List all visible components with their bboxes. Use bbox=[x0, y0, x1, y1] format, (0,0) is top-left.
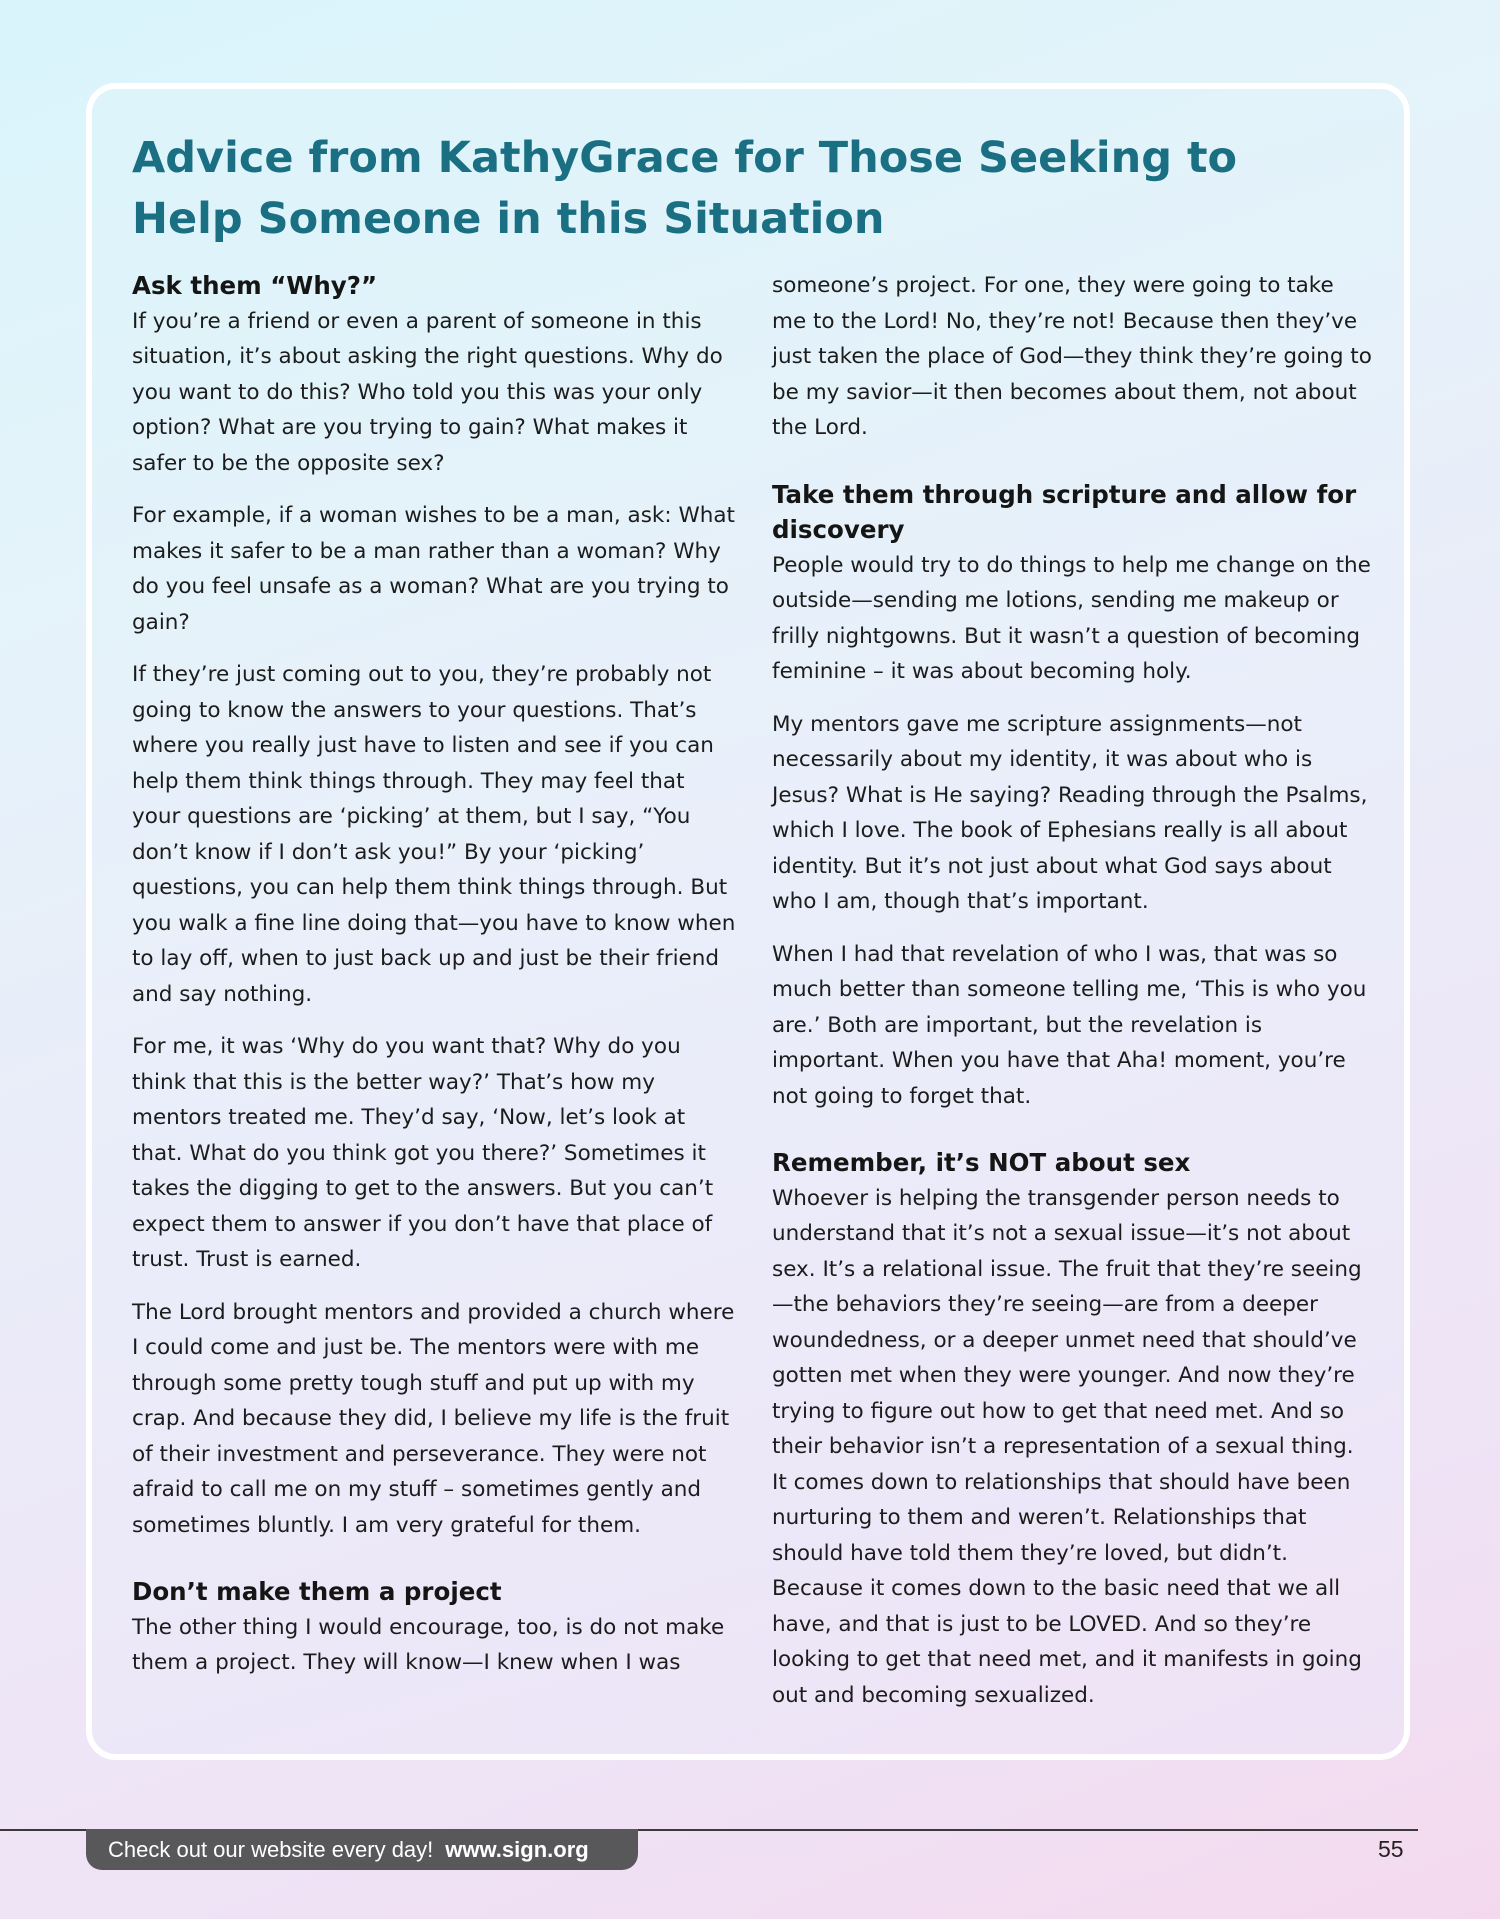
article-title: Advice from KathyGrace for Those Seeking to Help Someone in this Situation bbox=[132, 133, 1238, 244]
paragraph: someone’s project. For one, they were going to take me to the Lord! No, they’re not! Because then they’ve just taken the place of God—they think they’re going to be my savior—it then becomes about them, not about the Lord. bbox=[772, 273, 1372, 440]
section-heading: Ask them “Why?” bbox=[132, 271, 378, 300]
footer-tagline: Check out our website every day! bbox=[108, 1837, 434, 1862]
footer-banner bbox=[86, 1829, 638, 1870]
paragraph: For me, it was ‘Why do you want that? Why do you think that this is the better way?’ That’s how my mentors treated me. They’d say, ‘Now, let’s look at that. What do you think got you there?’ Sometimes it takes the digging to get to the answers. But you can’t expect them to answer if you don’t have that place of trust. Trust is earned. bbox=[132, 1034, 714, 1272]
paragraph: The Lord brought mentors and provided a church where I could come and just be. The mentors were with me through some pretty tough stuff and put up with my crap. And because they did, I believe my life is the fruit of their investment and perseverance. They were not afraid to call me on my stuff – sometimes gently and sometimes bluntly. I am very grateful for them. bbox=[132, 1299, 735, 1538]
section-not-a-project bbox=[132, 1574, 736, 1681]
section-ask-why bbox=[132, 268, 736, 1543]
section-heading: Remember, it’s NOT about sex bbox=[772, 1148, 1191, 1177]
section-not-about-sex bbox=[772, 1145, 1372, 1713]
paragraph: People would try to do things to help me change on the outside—sending me lotions, sending me makeup or frilly nightgowns. But it wasn’t a question of becoming feminine – it was about becoming holy. bbox=[772, 552, 1371, 684]
section-heading: Take them through scripture and allow for discovery bbox=[772, 479, 1357, 544]
paragraph: Whoever is helping the transgender person needs to understand that it’s not a sexual issue—it’s not about sex. It’s a relational issue. The fruit that they’re seeing—the behaviors they’re seeing—are from a deeper woundedness, or a deeper unmet need that should’ve gotten met when they were younger. And now they’re trying to figure out how to get that need met. And so their behavior isn’t a representation of a sexual thing. It comes down to relationships that should have been nurturing to them and weren’t. Relationships that should have told them they’re loved, but didn’t. Because it comes down to the basic need that we all have, and that is just to be LOVED. And so they’re looking to get that need met, and it manifests in going out and becoming sexualized. bbox=[772, 1185, 1362, 1708]
paragraph: If you’re a friend or even a parent of someone in this situation, it’s about asking the right questions. Why do you want to do this? Who told you this was your only option? What are you trying to gain? What makes it safer to be the opposite sex? bbox=[132, 308, 723, 476]
paragraph: My mentors gave me scripture assignments—not necessarily about my identity, it was about who is Jesus? What is He saying? Reading through the Psalms, which I love. The book of Ephesians really is all about identity. But it’s not just about what God says about who I am, though that’s important. bbox=[772, 711, 1368, 914]
paragraph: If they’re just coming out to you, they’re probably not going to know the answers to your questions. That’s where you really just have to listen and see if you can help them think things through. They may feel that your questions are ‘picking’ at them, but I say, “You don’t know if I don’t ask you!” By your ‘picking’ questions, you can help them think things through. But you walk a fine line doing that—you have to know when to lay off, when to just back up and just be their friend and say nothing. bbox=[132, 662, 736, 1007]
right-column bbox=[772, 268, 1372, 1730]
paragraph: When I had that revelation of who I was, that was so much better than someone telling me, ‘This is who you are.’ Both are important, but the revelation is important. When you have that Aha! moment, you’re not going to forget that. bbox=[772, 941, 1367, 1109]
left-column bbox=[132, 268, 736, 1698]
website-link[interactable]: www.sign.org bbox=[445, 1837, 589, 1862]
paragraph: For example, if a woman wishes to be a man, ask: What makes it safer to be a man rather than a woman? Why do you feel unsafe as a woman? What are you trying to gain? bbox=[132, 503, 735, 635]
page-number: 55 bbox=[1378, 1836, 1404, 1862]
paragraph: The other thing I would encourage, too, is do not make them a project. They will know—I knew when I was bbox=[132, 1614, 725, 1675]
section-scripture bbox=[772, 477, 1372, 1115]
section-heading: Don’t make them a project bbox=[132, 1577, 502, 1606]
section-continued bbox=[772, 268, 1372, 446]
